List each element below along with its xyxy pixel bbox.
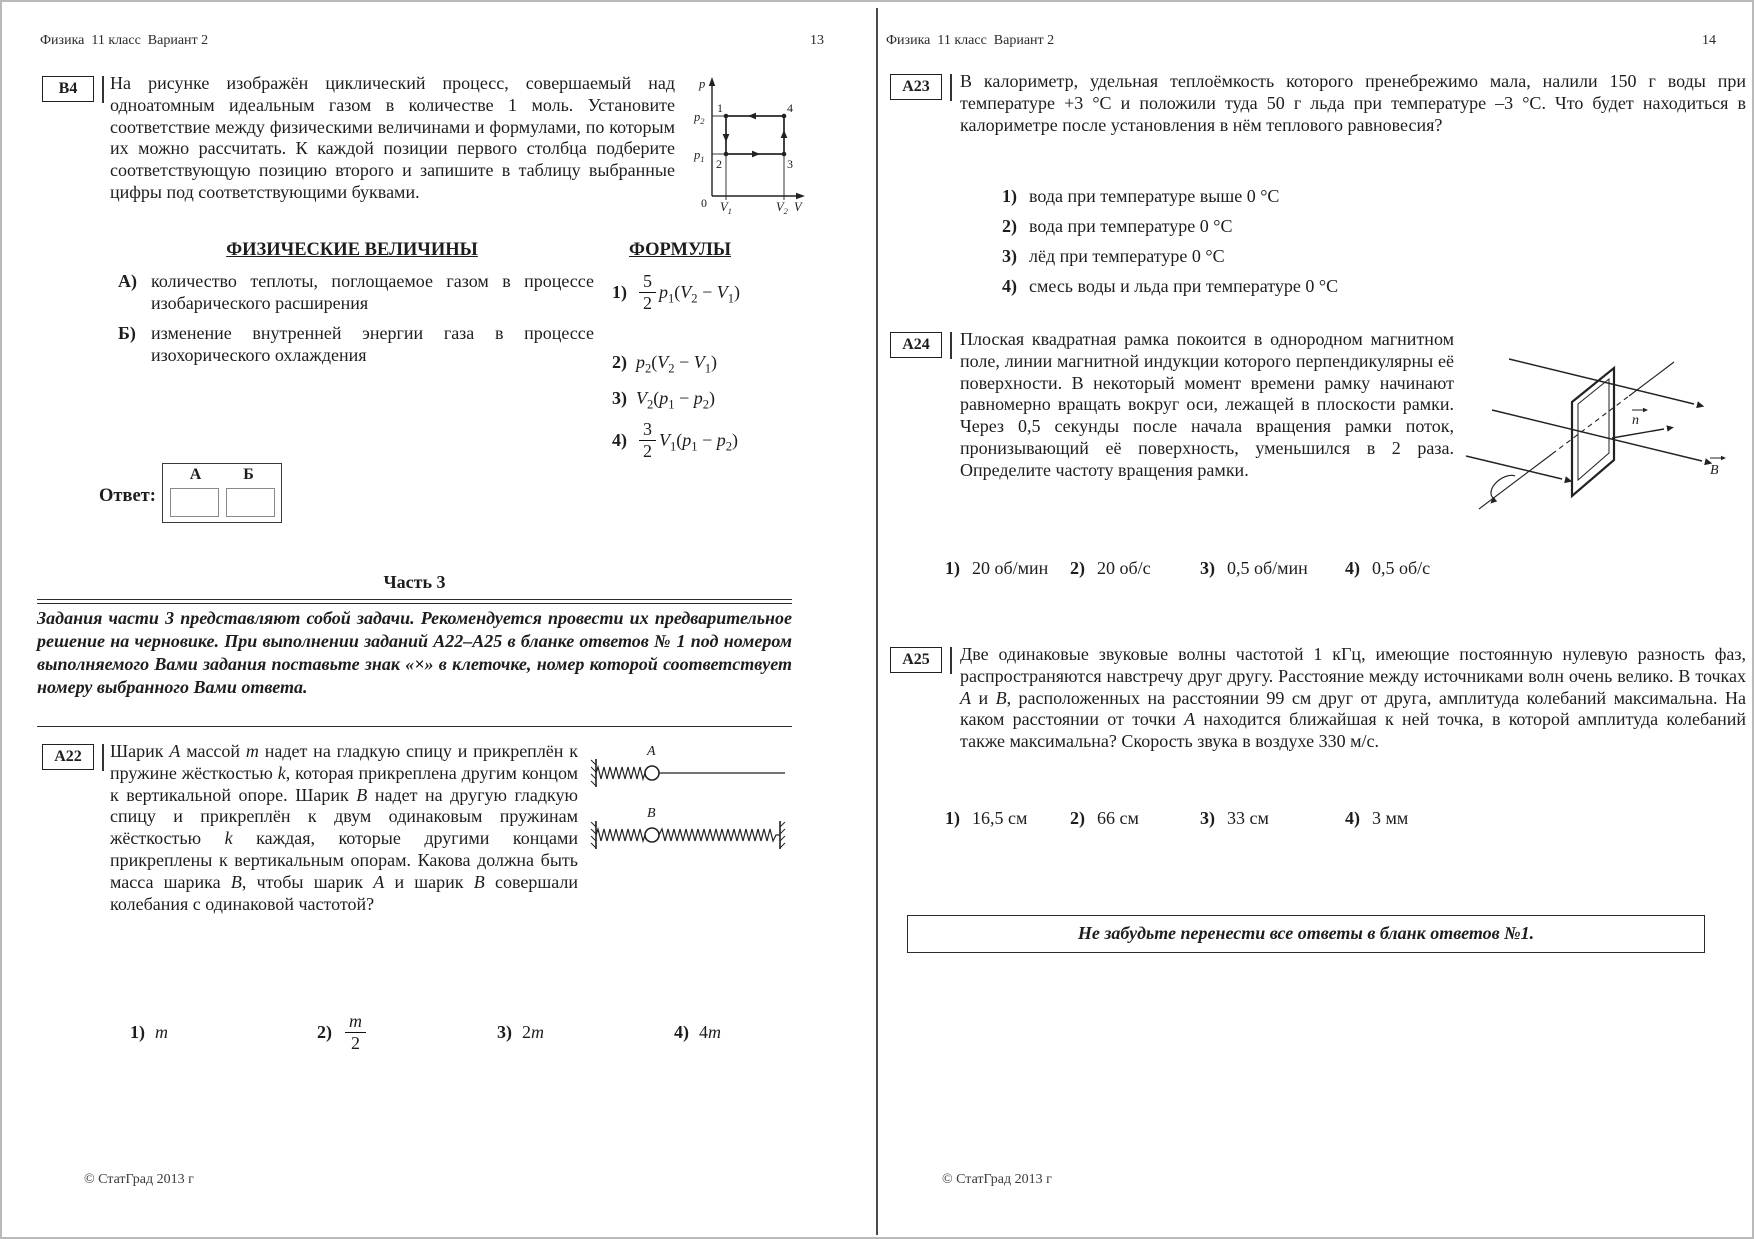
- quantity-item-a: А) количество теплоты, поглощаемое газом в процессе изобарического расширения: [118, 271, 594, 313]
- answer-col-a: А: [189, 466, 202, 483]
- option-4: 4) смесь воды и льда при температуре 0 °С: [1002, 276, 1339, 296]
- option-2: 2) $\frac{m}{2}$: [317, 1004, 369, 1060]
- n-vector-label: n: [1632, 413, 1639, 428]
- rotation-arrow: [1491, 475, 1515, 499]
- footer-copyright: © СтатГрад 2013 г: [942, 1172, 1052, 1187]
- label-rule: [950, 647, 952, 674]
- question-text-a25: Две одинаковые звуковые волны частотой 1 кГц, имеющие постоянную нулевую разность фаз, распространяются навстречу друг другу. Расстояние между источниками волн очень велико. В точках A и B, расположенных на расстоянии 99 см друг от друга, амплитуда колебаний максимальна. На каком расстоянии от точки A находится ближайшая к ней точка, в которой амплитуда колебаний также максимальна? Скорость звука в воздухе 330 м/с.: [960, 644, 1746, 752]
- footer-copyright: © СтатГрад 2013 г: [84, 1172, 194, 1187]
- page-divider: [876, 8, 878, 1235]
- running-header: Физика 11 класс Вариант 2: [40, 33, 209, 48]
- arrow-left-down: [723, 134, 730, 142]
- column-header-quantities: ФИЗИЧЕСКИЕ ВЕЛИЧИНЫ: [226, 240, 478, 260]
- answer-label: Ответ:: [99, 486, 156, 506]
- spring-figure-svg: [588, 743, 790, 857]
- option-3: 3) 33 см: [1200, 808, 1269, 828]
- answer-table: [162, 463, 282, 523]
- question-text-b4: На рисунке изображён циклический процесс, совершаемый над одноатомным идеальным газом в количестве 1 моль. Установите соответствие между физическими величинами и формулами, по которым их можно рассчитать. К каждой позиции первого столбца подберите соответствующую позицию второго и запишите в таблицу выбранные цифры под соответствующими буквами.: [110, 73, 675, 202]
- axis-label-v: V: [794, 200, 802, 214]
- label-rule: [950, 74, 952, 101]
- option-1: 1) 20 об/мин: [945, 558, 1049, 578]
- column-header-formulas: ФОРМУЛЫ: [628, 240, 731, 260]
- origin-label: 0: [701, 196, 707, 210]
- arrow-right-up: [781, 130, 788, 138]
- pv-diagram: [692, 74, 810, 216]
- formula-3: 3) $V_2(p_1 - p_2)$: [612, 388, 716, 412]
- question-text-a23: В калориметр, удельная теплоёмкость которого пренебрежимо мала, налили 150 г воды при температуре +3 °С и положили туда 50 г льда при температуре –3 °С. Что будет находиться в калориметре после установления в нём теплового равновесия?: [960, 71, 1746, 135]
- point-4: 4: [787, 101, 793, 115]
- option-4: 4) 0,5 об/с: [1345, 558, 1431, 578]
- point-2: 2: [716, 157, 722, 171]
- question-text-a22-body: Шарик A массой m надет на гладкую спицу и прикреплён к пружине жёсткостью k, которая прикреплена другим концом к вертикальной опоре. Шарик B надет на другую гладкую спицу и прикреплён к двум одинаковым пружинам жёсткостью k каждая, которые другими концами прикреплены к вертикальным опорам. Какова должна быть масса шарика B, чтобы шарик A и шарик B совершали колебания с одинаковой частотой?: [110, 741, 579, 914]
- question-text-a24: Плоская квадратная рамка покоится в однородном магнитном поле, линии магнитной индукции которого перпендикулярны её поверхности. В некоторый момент времени рамку начинают равномерно вращать вокруг оси, лежащей в плоскости рамки. Через 0,5 секунды после начала вращения рамки поток, пронизывающий её поверхность, уменьшился в 2 раза. Определите частоту вращения рамки.: [960, 329, 1454, 480]
- answer-table-header: [169, 466, 275, 488]
- figure-a-label: A: [647, 744, 656, 759]
- option-2: 2) вода при температуре 0 °С: [1002, 216, 1233, 236]
- point-1: 1: [717, 101, 723, 115]
- arrow-top-left: [748, 113, 756, 120]
- label-rule: [102, 744, 104, 771]
- question-label-a22: А22: [42, 744, 94, 770]
- rule-bottom: [37, 726, 792, 727]
- point-3: 3: [787, 157, 793, 171]
- axis-label-p: p: [699, 77, 706, 91]
- question-label-b4: В4: [42, 76, 94, 102]
- spring-figures: [588, 743, 790, 871]
- option-4: 4) 4m: [674, 1021, 721, 1042]
- option-2: 2) 20 об/с: [1070, 558, 1151, 578]
- option-1: 1) 16,5 см: [945, 808, 1028, 828]
- running-header: Физика 11 класс Вариант 2: [886, 33, 1055, 48]
- page-number: 13: [810, 33, 824, 48]
- answer-cell-a: [170, 488, 219, 517]
- v2-label: $V_2$: [776, 200, 788, 216]
- option-4: 4) 3 мм: [1345, 808, 1409, 828]
- option-2: 2) 66 см: [1070, 808, 1139, 828]
- option-1: 1) вода при температуре выше 0 °С: [1002, 186, 1280, 206]
- option-3: 3) 2m: [497, 1021, 544, 1042]
- p1-label: $p_1$: [694, 148, 705, 164]
- answers-reminder-box: Не забудьте перенести все ответы в бланк ответов №1.: [907, 915, 1705, 953]
- answer-cell-b: [226, 488, 275, 517]
- label-rule: [950, 332, 952, 359]
- question-text-a22: [110, 741, 790, 915]
- magnetic-frame-diagram: [1454, 334, 1754, 519]
- part3-title: Часть 3: [383, 572, 446, 592]
- option-3: 3) лёд при температуре 0 °С: [1002, 246, 1225, 266]
- rule-top: [37, 599, 792, 604]
- b-vector-label: B: [1710, 463, 1719, 478]
- question-label-a25: А25: [890, 647, 942, 673]
- figure-b-label: B: [647, 806, 656, 821]
- v1-label: $V_1$: [720, 200, 732, 216]
- page-number: 14: [1702, 33, 1716, 48]
- arrow-bottom-right: [752, 151, 760, 158]
- p2-label: $p_2$: [694, 110, 705, 126]
- quantity-item-b: Б) изменение внутренней энергии газа в процессе изохорического охлаждения: [118, 323, 594, 365]
- formula-4: 4) $\frac{3}{2}$ $V_1(p_1 - p_2)$: [612, 419, 739, 461]
- formula-2: 2) $p_2(V_2 - V_1)$: [612, 352, 718, 376]
- option-1: 1) m: [130, 1021, 168, 1042]
- label-rule: [102, 76, 104, 103]
- option-3: 3) 0,5 об/мин: [1200, 558, 1308, 578]
- question-label-a23: А23: [890, 74, 942, 100]
- part3-instruction: Задания части 3 представляют собой задачи. Рекомендуется провести их предварительное решение на черновике. При выполнении заданий А22–А25 в бланке ответов № 1 под номером выполняемого Вами задания поставьте знак «×» в клеточке, номер которой соответствует номеру выбранного Вами ответа.: [37, 608, 792, 697]
- formula-1: 1) $\frac{5}{2}$ $p_1(V_2 - V_1)$: [612, 271, 741, 313]
- answer-col-b: Б: [243, 466, 254, 483]
- question-label-a24: А24: [890, 332, 942, 358]
